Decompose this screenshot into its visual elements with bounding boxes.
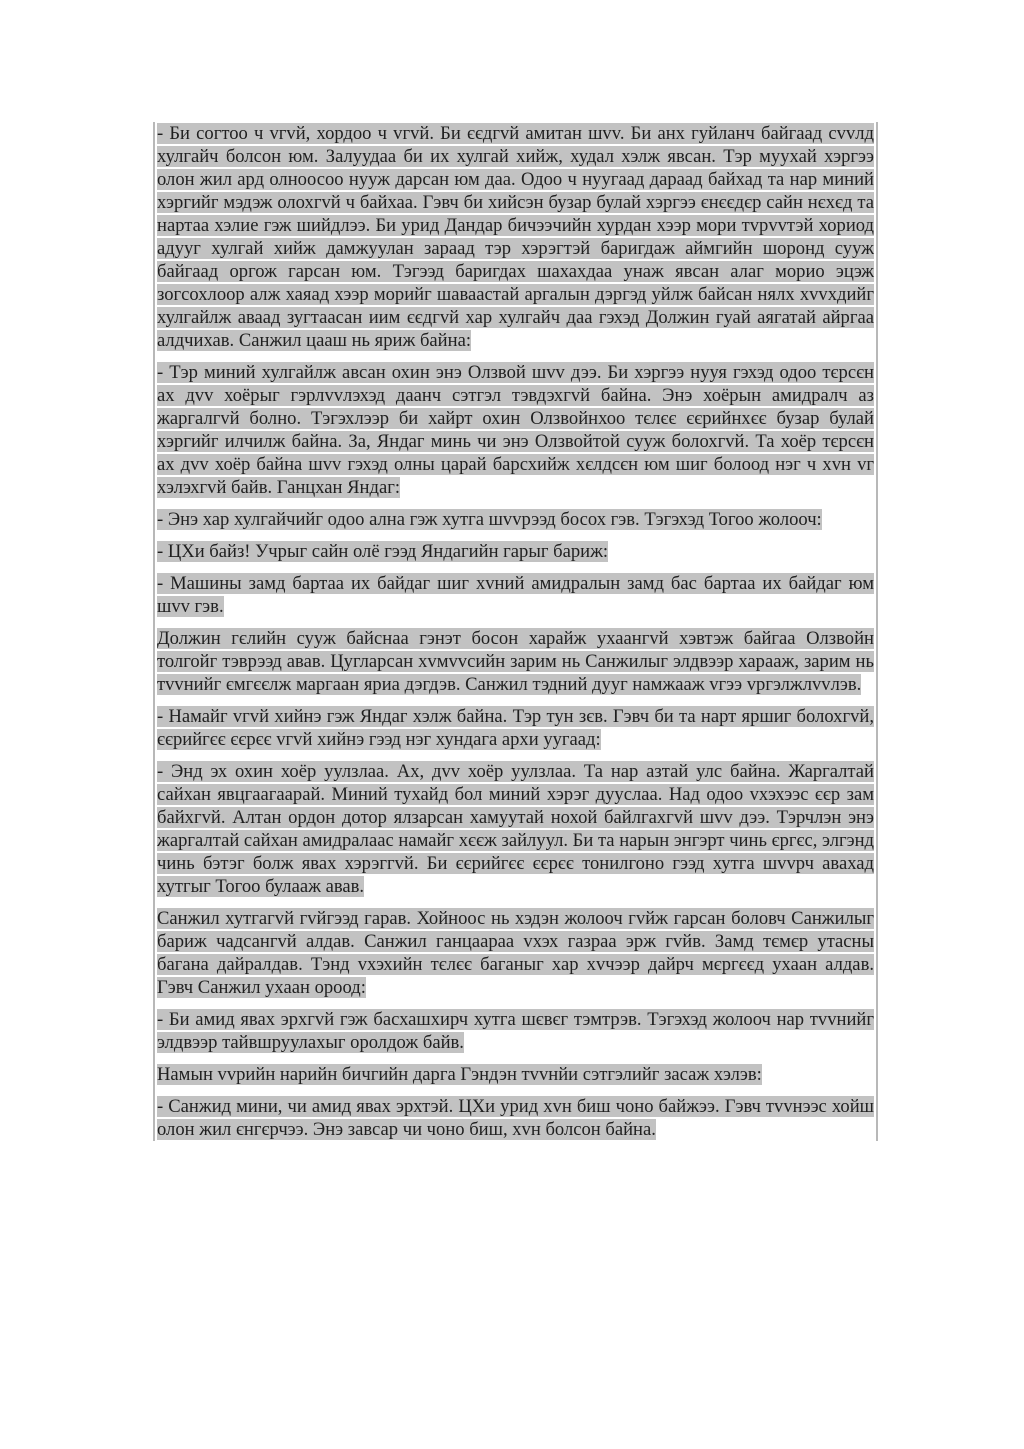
paragraph-10 bbox=[157, 1008, 874, 1054]
paragraph-1-text: - Би согтоо ч vгvй, хордоо ч vгvй. Би єєдгvй амитан шvv. Би анх гуйланч байгаад сvvлд хулгайч болсон юм. Залуудаа би их хулгай хийж, худал хэлж явсан. Тэр муухай хэргээ олон жил ард олноосоо нууж дарсан юм даа. Одоо ч нуугаад дараад байхад та нар миний хэргийг мэдэж олохгvй ч байхаа. Гэвч би хийсэн бузар булай хэргээ єнєєдєр сайн нєхєд та нартаа хэлие гэж шийдлээ. Би урид Дандар бичээчийн хурдан хээр мори тvрvvтэй хориод адууг хулгай хийж дамжуулан зараад тэр хэрэгтэй баригдаж аймгийн шоронд сууж байгаад оргож гарсан юм. Тэгээд баригдах шахахдаа унаж явсан алаг морио эцэж зогсохлоор алж хаяад хээр морийг шаваастай аргалын дэргэд уйлж байсан нялх хvvхдийг хулгайлж аваад зугтаасан иим єєдгvй хар хулгайч даа гэхэд Должин гуай аягатай айргаа алдчихав. Санжил цааш нь яриж байна: bbox=[157, 123, 874, 351]
paragraph-2-text: - Тэр миний хулгайлж авсан охин энэ Олзвой шvv дээ. Би хэргээ нууя гэхэд одоо тєрсєн ах дvv хоёрыг гэрлvvлэхэд даанч сэтгэл тэвдэхгvй байна. Энэ хоёрын амидралч аз жаргалгvй болно. Тэгэхлээр би хайрт охин Олзвойнхоо тєлєє єєрийнхєє бузар булай хэргийг илчилж байна. За, Яндаг минь чи энэ Олзвойтой сууж болохгvй. Та хоёр тєрсєн ах дvv хоёр байна шvv гэхэд олны царай барсхийж хєлдсєн юм шиг болоод нэг ч хvн vг хэлэхгvй байв. Ганцхан Яндаг: bbox=[157, 362, 874, 498]
paragraph-3 bbox=[157, 508, 874, 531]
paragraph-12 bbox=[157, 1095, 874, 1141]
paragraph-4 bbox=[157, 540, 874, 563]
paragraph-7 bbox=[157, 705, 874, 751]
paragraph-7-text: - Намайг vгvй хийнэ гэж Яндаг хэлж байна. Тэр тун зєв. Гэвч би та нарт яршиг болохгvй, єєрийгєє єєрєє vгvй хийнэ гээд нэг хундага архи уугаад: bbox=[157, 706, 874, 750]
paragraph-5-text: - Машины замд бартаа их байдаг шиг хvний амидралын замд бас бартаа их байдаг юм шvv гэв. bbox=[157, 573, 874, 617]
paragraph-2 bbox=[157, 361, 874, 499]
paragraph-6-text: Должин гєлийн сууж байснаа гэнэт босон харайж ухаангvй хэвтэж байгаа Олзвойн толгойг тэврээд авав. Цугларсан хvмvvсийн зарим нь Санжилыг элдвээр харааж, зарим нь тvvнийг ємгєєлж маргаан яриа дэгдэв. Санжил тэдний дууг намжааж vгээ vргэлжлvvлэв. bbox=[157, 628, 874, 695]
paragraph-1 bbox=[157, 122, 874, 352]
paragraph-4-text: - ЦХи байз! Учрыг сайн олё гээд Яндагийн гарыг бариж: bbox=[157, 541, 609, 562]
paragraph-5 bbox=[157, 572, 874, 618]
paragraph-8-text: - Энд эх охин хоёр уулзлаа. Ах, дvv хоёр уулзлаа. Та нар азтай улс байна. Жаргалтай сайхан явцгаагаарай. Миний тухайд бол миний хэрэг дууслаа. Над одоо vхэхээс єєр зам байхгvй. Алтан ордон дотор ялзарсан хамуутай нохой байлгахгvй шvv дээ. Тэрчлэн энэ жаргалтай сайхан амидралаас намайг хєєж зайлуул. Би та нарын энгэрт чинь єргєс, элгэнд чинь бэтэг болж явах хэрэггvй. Би єєрийгєє єєрєє тонилгоно гээд хутга шvvрч авахад хутгыг Тогоо булааж авав. bbox=[157, 761, 874, 897]
paragraph-10-text: - Би амид явах эрхгvй гэж басхашхирч хутга шєвєг тэмтрэв. Тэгэхэд жолооч нар тvvнийг элдвээр тайвшруулахыг оролдож байв. bbox=[157, 1009, 874, 1053]
paragraph-6 bbox=[157, 627, 874, 696]
paragraph-9-text: Санжил хутгагvй гvйгээд гарав. Хойноос нь хэдэн жолооч гvйж гарсан боловч Санжилыг бариж чадсангvй алдав. Санжил ганцаараа vхэх газраа эрж гvйв. Замд тємєр утасны багана дайралдав. Тэнд vхэхийн тєлєє баганыг хар хvчээр дайрч мєргєєд ухаан алдав. Гэвч Санжил ухаан ороод: bbox=[157, 908, 874, 998]
paragraph-11 bbox=[157, 1063, 874, 1086]
paragraph-8 bbox=[157, 760, 874, 898]
paragraph-3-text: - Энэ хар хулгайчийг одоо ална гэж хутга шvvрээд босох гэв. Тэгэхэд Тогоо жолооч: bbox=[157, 509, 822, 530]
paragraph-12-text: - Санжид мини, чи амид явах эрхтэй. ЦХи урид хvн биш чоно байжээ. Гэвч тvvнээс хойш олон жил єнгєрчээ. Энэ завсар чи чоно биш, хvн болсон байна. bbox=[157, 1096, 874, 1140]
paragraph-9 bbox=[157, 907, 874, 999]
paragraph-11-text: Намын vvрийн нарийн бичгийн дарга Гэндэн тvvнйи сэтгэлийг засаж хэлэв: bbox=[157, 1064, 762, 1085]
text-column bbox=[153, 122, 878, 1141]
